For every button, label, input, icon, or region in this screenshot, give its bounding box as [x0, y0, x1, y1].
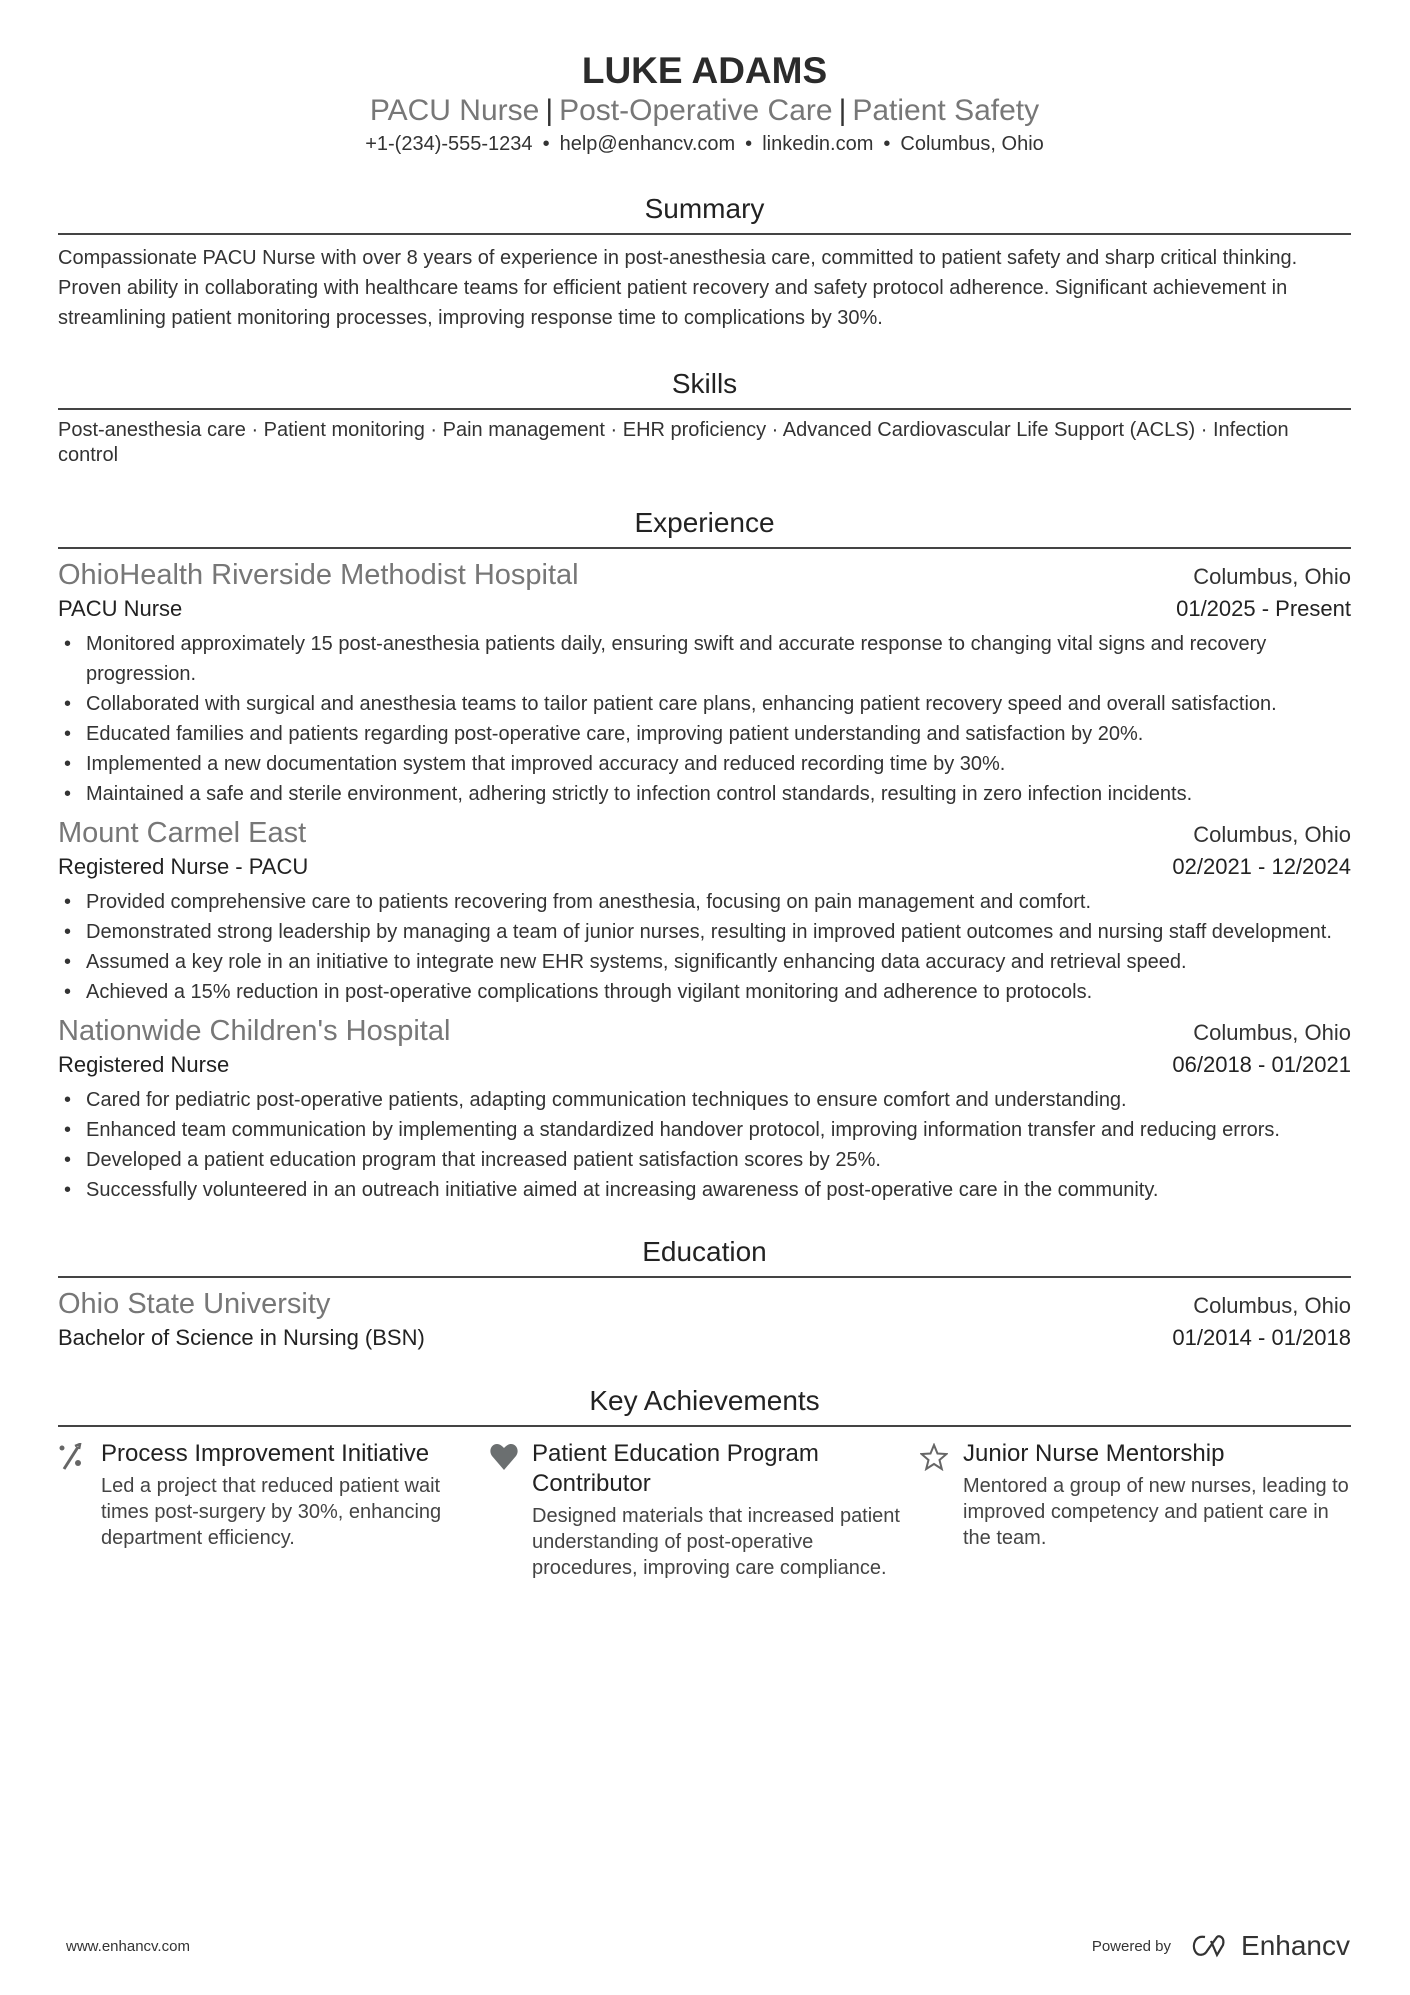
achievement-title: Junior Nurse Mentorship	[963, 1440, 1225, 1467]
job-location: Columbus, Ohio	[1193, 564, 1351, 589]
job-bullet: • Cared for pediatric post-operative patients, adapting communication techniques to ensure comfort and understanding.	[58, 1085, 1351, 1115]
job-bullet: • Enhanced team communication by implementing a standardized handover protocol, improving information transfer and reducing errors.	[58, 1115, 1351, 1145]
job-role: PACU Nurse	[58, 596, 183, 621]
job-bullet: • Achieved a 15% reduction in post-operative complications through vigilant monitoring and adherence to protocols.	[58, 977, 1351, 1007]
school-name: Ohio State University	[58, 1288, 331, 1320]
contact-info	[58, 130, 1351, 158]
achievement-item	[920, 1439, 1351, 1581]
headline-title: PACU Nurse	[369, 94, 540, 127]
company-name: OhioHealth Riverside Methodist Hospital	[58, 559, 579, 591]
phone: +1-(234)-555-1234	[365, 133, 533, 155]
dot: •	[542, 133, 550, 155]
achievement-description: Led a project that reduced patient wait times post-surgery by 30%, enhancing department efficiency.	[101, 1475, 442, 1549]
achievement-title: Process Improvement Initiative	[101, 1440, 430, 1467]
job-entry	[58, 815, 1351, 1007]
job-bullet: • Provided comprehensive care to patients recovering from anesthesia, focusing on pain management and comfort.	[58, 887, 1351, 917]
job-bullet: • Collaborated with surgical and anesthesia teams to tailor patient care plans, enhancing patient recovery speed and overall satisfaction.	[58, 689, 1351, 719]
enhancv-logo[interactable]	[1191, 1930, 1350, 1962]
job-dates: 06/2018 - 01/2021	[1172, 1052, 1351, 1077]
job-location: Columbus, Ohio	[1193, 1020, 1351, 1045]
headline	[58, 92, 1351, 130]
heart-icon	[489, 1439, 532, 1581]
achievements-heading: Key Achievements	[58, 1384, 1351, 1427]
separator: |	[838, 94, 847, 127]
footer	[66, 1930, 1350, 1962]
job-bullet: • Monitored approximately 15 post-anesthesia patients daily, ensuring swift and accurate response to changing vital signs and recovery progression.	[58, 629, 1351, 689]
dot: •	[745, 133, 753, 155]
skills-text: Post-anesthesia care · Patient monitoring · Pain management · EHR proficiency · Advanced Cardiovascular Life Support (ACLS) · Infection control	[58, 419, 1289, 466]
job-bullet: • Developed a patient education program that increased patient satisfaction scores by 25%.	[58, 1145, 1351, 1175]
job-location: Columbus, Ohio	[1193, 822, 1351, 847]
achievements-list	[58, 1439, 1351, 1581]
separator: |	[545, 94, 554, 127]
enhancv-logo-icon	[1191, 1933, 1231, 1959]
job-bullet: • Educated families and patients regarding post-operative care, improving patient understanding and satisfaction by 20%.	[58, 719, 1351, 749]
linkedin-link[interactable]: linkedin.com	[762, 133, 874, 155]
summary-text: Compassionate PACU Nurse with over 8 years of experience in post-anesthesia care, committed to patient safety and sharp critical thinking. Proven ability in collaborating with healthcare teams for efficient patient recovery and safety protocol adherence. Significant achievement in streamlining patient monitoring processes, improving response time to complications by 30%.	[58, 247, 1298, 329]
education-entry	[58, 1286, 1351, 1354]
job-bullet: • Implemented a new documentation system that improved accuracy and reduced recording time by 30%.	[58, 749, 1351, 779]
job-bullets	[58, 629, 1351, 809]
brand-name: Enhancv	[1241, 1930, 1350, 1961]
dot: •	[883, 133, 891, 155]
job-bullet: • Demonstrated strong leadership by managing a team of junior nurses, resulting in improved patient outcomes and nursing staff development.	[58, 917, 1351, 947]
job-bullet: • Maintained a safe and sterile environment, adhering strictly to infection control standards, resulting in zero infection incidents.	[58, 779, 1351, 809]
achievement-item	[489, 1439, 920, 1581]
star-icon	[920, 1439, 963, 1581]
magic-wand-icon	[58, 1439, 101, 1581]
education-heading: Education	[58, 1235, 1351, 1278]
education-dates: 01/2014 - 01/2018	[1172, 1325, 1351, 1350]
job-role: Registered Nurse	[58, 1052, 230, 1077]
achievement-item	[58, 1439, 489, 1581]
job-entry	[58, 1013, 1351, 1205]
candidate-name: LUKE ADAMS	[581, 50, 828, 91]
job-role: Registered Nurse - PACU	[58, 854, 309, 879]
summary-heading: Summary	[58, 192, 1351, 235]
skills-heading: Skills	[58, 367, 1351, 410]
resume	[58, 0, 1351, 1581]
powered-by	[1092, 1930, 1350, 1962]
job-bullets	[58, 1085, 1351, 1205]
job-bullets	[58, 887, 1351, 1007]
experience-list	[58, 557, 1351, 1205]
email-link[interactable]: help@enhancv.com	[559, 133, 736, 155]
job-dates: 01/2025 - Present	[1176, 596, 1351, 621]
achievement-description: Mentored a group of new nurses, leading to improved competency and patient care in the team.	[963, 1475, 1349, 1549]
job-entry	[58, 557, 1351, 809]
degree: Bachelor of Science in Nursing (BSN)	[58, 1325, 425, 1350]
company-name: Nationwide Children's Hospital	[58, 1015, 451, 1047]
achievement-title: Patient Education Program Contributor	[532, 1440, 819, 1497]
company-name: Mount Carmel East	[58, 817, 307, 849]
experience-heading: Experience	[58, 506, 1351, 549]
job-bullet: • Assumed a key role in an initiative to integrate new EHR systems, significantly enhancing data accuracy and retrieval speed.	[58, 947, 1351, 977]
job-dates: 02/2021 - 12/2024	[1172, 854, 1351, 879]
achievement-description: Designed materials that increased patient understanding of post-operative procedures, improving care compliance.	[532, 1505, 900, 1579]
school-location: Columbus, Ohio	[1193, 1293, 1351, 1318]
headline-title: Post-Operative Care	[559, 94, 833, 127]
location: Columbus, Ohio	[900, 133, 1044, 155]
powered-by-label: Powered by	[1091, 1937, 1172, 1955]
job-bullet: • Successfully volunteered in an outreach initiative aimed at increasing awareness of post-operative care in the community.	[58, 1175, 1351, 1205]
website-link[interactable]: www.enhancv.com	[66, 1937, 190, 1955]
headline-title: Patient Safety	[852, 94, 1040, 127]
